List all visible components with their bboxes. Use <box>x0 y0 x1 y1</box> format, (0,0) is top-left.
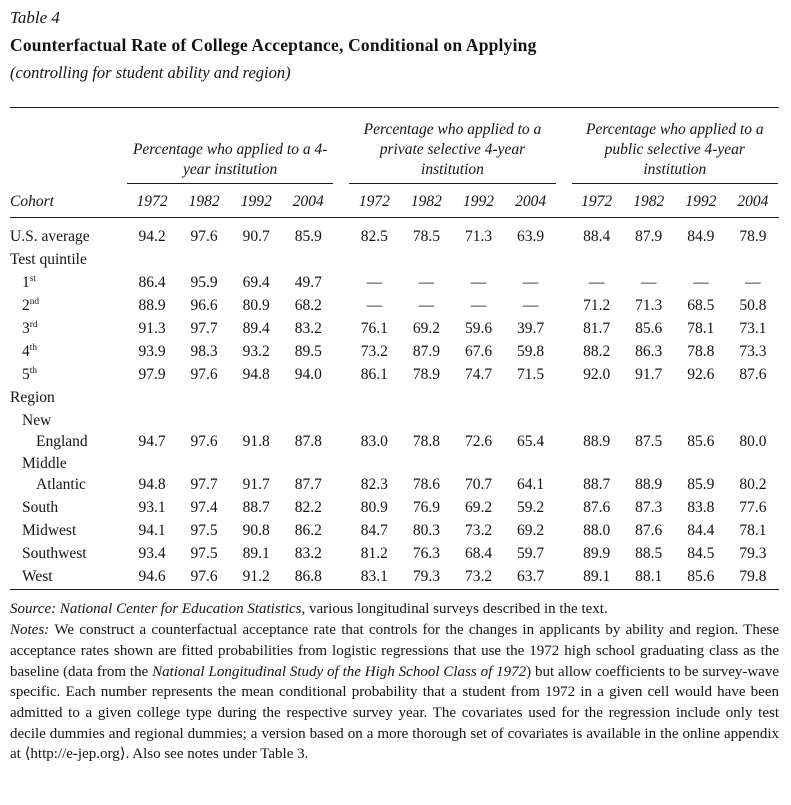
row-label: Middle Atlantic <box>22 455 86 493</box>
footnotes <box>10 599 779 766</box>
value-cell: 78.8 <box>687 343 715 361</box>
value-cell: 59.8 <box>517 343 545 361</box>
value-cell: — <box>470 297 487 315</box>
value-cell: 69.2 <box>412 320 440 338</box>
table-row <box>10 295 779 318</box>
value-cell: 86.4 <box>138 274 166 292</box>
value-cell: 97.6 <box>190 432 218 450</box>
value-cell: 86.2 <box>294 521 322 539</box>
value-cell: 83.8 <box>687 498 715 516</box>
group-gap <box>334 295 348 318</box>
value-cell: 84.4 <box>687 521 715 539</box>
value-cell: 87.9 <box>635 228 663 246</box>
value-cell: 78.1 <box>739 521 767 539</box>
value-cell: 79.3 <box>739 544 767 562</box>
value-cell: 50.8 <box>739 297 767 315</box>
value-cell: 80.3 <box>412 521 440 539</box>
value-cell: 88.5 <box>635 544 663 562</box>
table-row <box>10 410 779 453</box>
value-cell: 88.2 <box>583 343 611 361</box>
value-cell: 63.7 <box>517 567 545 585</box>
value-cell: 91.8 <box>242 432 270 450</box>
group-gap <box>557 566 571 589</box>
group-gap <box>334 364 348 387</box>
value-cell: 73.3 <box>739 343 767 361</box>
value-cell: 97.5 <box>190 544 218 562</box>
value-cell: 81.7 <box>583 320 611 338</box>
value-cell: 85.6 <box>687 432 715 450</box>
value-cell: 88.9 <box>583 432 611 450</box>
value-cell: 94.8 <box>138 475 166 493</box>
value-cell: 96.6 <box>190 297 218 315</box>
value-cell: 78.5 <box>412 228 440 246</box>
value-cell: 73.1 <box>739 320 767 338</box>
year-header: 1992 <box>675 184 727 218</box>
value-cell: 86.3 <box>635 343 663 361</box>
table-number: Table 4 <box>10 8 60 27</box>
value-cell: 92.6 <box>687 366 715 384</box>
value-cell: 59.2 <box>517 498 545 516</box>
group-gap <box>557 218 571 249</box>
ordinal-suffix: th <box>29 343 37 354</box>
value-cell: 94.1 <box>138 521 166 539</box>
year-header: 1972 <box>126 184 178 218</box>
value-cell: 91.7 <box>635 366 663 384</box>
group-gap <box>557 410 571 453</box>
column-group-header-row <box>10 108 779 185</box>
note-segment: various longitudinal surveys described in the text. <box>305 600 608 617</box>
value-cell: — <box>693 274 709 292</box>
value-cell: 80.2 <box>739 475 767 493</box>
value-cell: 87.6 <box>739 366 767 384</box>
table-body <box>10 218 779 589</box>
value-cell: 80.0 <box>739 432 767 450</box>
note-segment: National Longitudinal Study of the High School Class of 1972 <box>152 663 527 680</box>
corner-cell <box>10 108 126 185</box>
column-group-header <box>126 108 334 185</box>
value-cell: 97.4 <box>190 498 218 516</box>
value-cell: 59.7 <box>517 544 545 562</box>
value-cell: 85.9 <box>294 228 322 246</box>
value-cell: 91.2 <box>242 567 270 585</box>
column-group-label: Percentage who applied to a private selective 4-year institution <box>349 120 555 184</box>
value-cell: 79.3 <box>412 567 440 585</box>
value-cell: 93.9 <box>138 343 166 361</box>
value-cell: 84.9 <box>687 228 715 246</box>
value-cell: 68.2 <box>294 297 322 315</box>
group-gap <box>334 497 348 520</box>
value-cell: — <box>522 274 539 292</box>
value-cell: 76.3 <box>412 544 440 562</box>
cohort-header: Cohort <box>10 184 126 218</box>
section-row <box>10 249 779 272</box>
value-cell: 76.1 <box>360 320 388 338</box>
value-cell: 90.8 <box>242 521 270 539</box>
group-gap <box>557 341 571 364</box>
ordinal-suffix: rd <box>29 320 38 331</box>
year-header: 1992 <box>452 184 504 218</box>
group-gap <box>557 543 571 566</box>
value-cell: 89.9 <box>583 544 611 562</box>
value-cell: 93.2 <box>242 343 270 361</box>
year-header: 1972 <box>571 184 623 218</box>
value-cell: 94.8 <box>242 366 270 384</box>
year-header: 1982 <box>623 184 675 218</box>
group-gap <box>557 184 571 218</box>
group-gap <box>557 318 571 341</box>
value-cell: 81.2 <box>360 544 388 562</box>
value-cell: 88.9 <box>138 297 166 315</box>
value-cell: 73.2 <box>464 521 493 539</box>
value-cell: 71.2 <box>583 297 611 315</box>
value-cell: 87.5 <box>635 432 663 450</box>
row-label: South <box>22 498 59 516</box>
value-cell: 78.9 <box>739 228 767 246</box>
group-gap <box>334 453 348 496</box>
value-cell: 82.2 <box>294 498 322 516</box>
value-cell: 97.9 <box>138 366 166 384</box>
value-cell: 69.2 <box>517 521 545 539</box>
table-row <box>10 341 779 364</box>
table-row <box>10 566 779 589</box>
group-gap <box>334 108 348 185</box>
value-cell: 94.0 <box>294 366 322 384</box>
group-gap <box>334 272 348 295</box>
year-header: 1982 <box>178 184 230 218</box>
row-label: Region <box>10 389 55 407</box>
group-gap <box>334 520 348 543</box>
value-cell: 74.7 <box>464 366 493 384</box>
value-cell: 78.9 <box>412 366 440 384</box>
table-subtitle: (controlling for student ability and region) <box>10 63 291 82</box>
value-cell: 85.9 <box>687 475 715 493</box>
value-cell: — <box>366 297 383 315</box>
value-cell: 97.7 <box>190 320 218 338</box>
note-segment: We construct a counterfactual acceptance rate that controls for the changes in applicants by ability and region. These acceptance rates shown are fitted probabilities from logistic regressions that use the 1972 high school graduating class as the baseline (data from the <box>10 622 779 680</box>
value-cell: 89.4 <box>242 320 270 338</box>
value-cell: 69.2 <box>464 498 493 516</box>
value-cell: 79.8 <box>739 567 767 585</box>
value-cell: 87.7 <box>294 475 322 493</box>
year-header: 2004 <box>282 184 334 218</box>
value-cell: 93.1 <box>138 498 166 516</box>
note-segment: Notes: <box>10 622 55 639</box>
value-cell: 88.7 <box>583 475 611 493</box>
value-cell: 69.4 <box>242 274 270 292</box>
value-cell: — <box>418 274 435 292</box>
value-cell: 71.3 <box>464 228 493 246</box>
value-cell: 94.7 <box>138 432 166 450</box>
year-header: 1982 <box>400 184 452 218</box>
table-row <box>10 318 779 341</box>
value-cell: 88.7 <box>242 498 270 516</box>
column-group-header <box>571 108 779 185</box>
value-cell: 67.6 <box>464 343 493 361</box>
year-header: 2004 <box>505 184 557 218</box>
value-cell: 82.3 <box>360 475 388 493</box>
value-cell: 90.7 <box>242 228 270 246</box>
value-cell: 59.6 <box>464 320 493 338</box>
row-label: 2nd <box>22 297 40 315</box>
group-gap <box>557 453 571 496</box>
column-group-label: Percentage who applied to a public selective 4-year institution <box>572 120 778 184</box>
column-group-label: Percentage who applied to a 4-year institution <box>127 140 333 184</box>
group-gap <box>334 341 348 364</box>
group-gap <box>334 218 348 249</box>
value-cell: 76.9 <box>412 498 440 516</box>
value-cell: 71.3 <box>635 297 663 315</box>
value-cell: 89.1 <box>242 544 270 562</box>
value-cell: 85.6 <box>687 567 715 585</box>
value-cell: 72.6 <box>464 432 493 450</box>
value-cell: 86.8 <box>294 567 322 585</box>
value-cell: 93.4 <box>138 544 166 562</box>
value-cell: 82.5 <box>360 228 388 246</box>
group-gap <box>557 520 571 543</box>
value-cell: 97.6 <box>190 366 218 384</box>
value-cell: 95.9 <box>190 274 218 292</box>
value-cell: 80.9 <box>242 297 270 315</box>
row-label: 3rd <box>22 320 38 338</box>
group-gap <box>334 410 348 453</box>
ordinal-suffix: nd <box>29 297 40 308</box>
value-cell: 86.1 <box>360 366 388 384</box>
value-cell: 94.2 <box>138 228 166 246</box>
value-cell: 78.1 <box>687 320 715 338</box>
table-title: Counterfactual Rate of College Acceptance, Conditional on Applying <box>10 35 537 55</box>
group-gap <box>334 318 348 341</box>
year-header: 1972 <box>348 184 400 218</box>
value-cell: 88.4 <box>583 228 611 246</box>
table-row <box>10 520 779 543</box>
value-cell: 89.5 <box>294 343 322 361</box>
value-cell: 70.7 <box>464 475 493 493</box>
value-cell: 39.7 <box>517 320 545 338</box>
row-label: West <box>22 567 53 585</box>
value-cell: 98.3 <box>190 343 218 361</box>
value-cell: 78.8 <box>412 432 440 450</box>
value-cell: 88.9 <box>635 475 663 493</box>
value-cell: — <box>418 297 435 315</box>
value-cell: 84.5 <box>687 544 715 562</box>
group-gap <box>334 566 348 589</box>
value-cell: 68.4 <box>464 544 493 562</box>
row-label: Midwest <box>22 521 77 539</box>
value-cell: 91.3 <box>138 320 166 338</box>
value-cell: — <box>640 274 657 292</box>
value-cell: 73.2 <box>360 343 388 361</box>
acceptance-rate-table <box>10 107 779 590</box>
value-cell: 87.3 <box>635 498 663 516</box>
value-cell: 97.6 <box>190 567 218 585</box>
value-cell: 83.0 <box>360 432 388 450</box>
value-cell: 63.9 <box>517 228 545 246</box>
value-cell: 97.5 <box>190 521 218 539</box>
group-gap <box>557 108 571 185</box>
value-cell: 68.5 <box>687 297 715 315</box>
value-cell: 83.2 <box>294 544 322 562</box>
row-label: U.S. average <box>10 228 90 246</box>
value-cell: 87.9 <box>412 343 440 361</box>
year-header: 2004 <box>727 184 779 218</box>
value-cell: 83.1 <box>360 567 388 585</box>
value-cell: 97.7 <box>190 475 218 493</box>
row-label: Test quintile <box>10 251 87 269</box>
value-cell: 87.6 <box>635 521 663 539</box>
value-cell: — <box>470 274 487 292</box>
group-gap <box>557 272 571 295</box>
value-cell: — <box>745 274 761 292</box>
notes-paragraph <box>10 620 779 765</box>
year-header-row <box>10 184 779 218</box>
value-cell: 73.2 <box>464 567 493 585</box>
value-cell: — <box>366 274 383 292</box>
row-label: 1st <box>22 274 36 292</box>
value-cell: 85.6 <box>635 320 663 338</box>
group-gap <box>334 184 348 218</box>
value-cell: 77.6 <box>739 498 767 516</box>
value-cell: 88.1 <box>635 567 663 585</box>
row-label: New England <box>22 412 88 450</box>
value-cell: 88.0 <box>583 521 611 539</box>
value-cell: 87.8 <box>294 432 322 450</box>
note-segment: ) but allow coefficients to be survey-wave specific. Each number represents the mean conditional probability that a student from 1972 in a given cell would have been admitted to a given college type during the respective survey year. The covariates used for the regression include only test decile dummies and regional dummies; a version based on a more thorough set of covariates is available in the online appendix at ⟨http://e-jep.org⟩. Also see notes under Table 3. <box>10 663 779 763</box>
value-cell: 83.2 <box>294 320 322 338</box>
value-cell: 49.7 <box>294 274 322 292</box>
group-gap <box>557 295 571 318</box>
note-segment: Source: National Center for Education Statistics, <box>10 600 306 617</box>
value-cell: 92.0 <box>583 366 611 384</box>
value-cell: 89.1 <box>583 567 611 585</box>
row-label: 4th <box>22 343 37 361</box>
column-group-header <box>348 108 556 185</box>
value-cell: 87.6 <box>583 498 611 516</box>
value-cell: 65.4 <box>517 432 545 450</box>
table-row <box>10 543 779 566</box>
section-row <box>10 387 779 410</box>
ordinal-suffix: st <box>29 274 36 285</box>
row-label: Southwest <box>22 544 87 562</box>
table-row <box>10 453 779 496</box>
year-header: 1992 <box>230 184 282 218</box>
value-cell: 78.6 <box>412 475 440 493</box>
ordinal-suffix: th <box>29 365 37 376</box>
table-row <box>10 364 779 387</box>
group-gap <box>334 543 348 566</box>
value-cell: 91.7 <box>242 475 270 493</box>
table-row <box>10 272 779 295</box>
value-cell: 94.6 <box>138 567 166 585</box>
table-row <box>10 497 779 520</box>
value-cell: — <box>588 274 605 292</box>
value-cell: 71.5 <box>517 366 545 384</box>
value-cell: 64.1 <box>517 475 545 493</box>
value-cell: 80.9 <box>360 498 388 516</box>
group-gap <box>557 364 571 387</box>
value-cell: — <box>522 297 539 315</box>
value-cell: 97.6 <box>190 228 218 246</box>
row-label: 5th <box>22 365 37 384</box>
value-cell: 84.7 <box>360 521 388 539</box>
group-gap <box>557 497 571 520</box>
table-row <box>10 218 779 249</box>
source-note <box>10 599 779 620</box>
